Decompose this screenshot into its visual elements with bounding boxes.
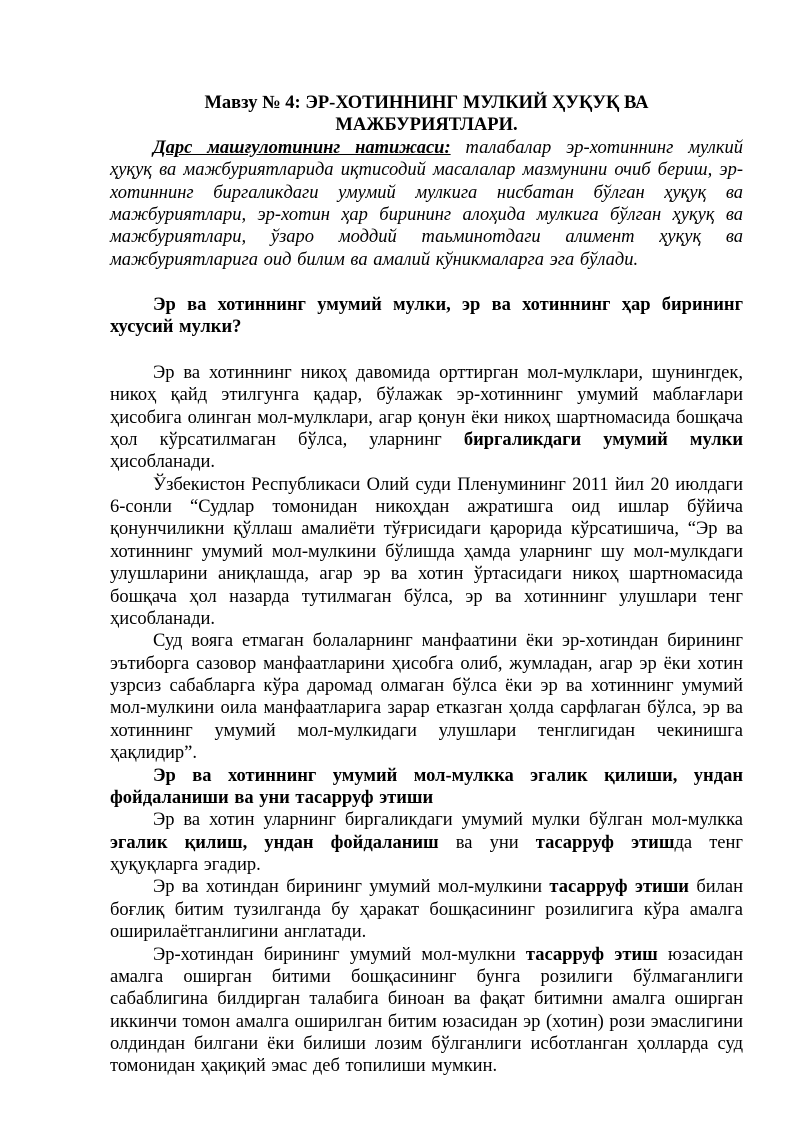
text-run: Эр ва хотин уларнинг биргаликдаги умумий мулки бўлган мол-мулкка: [153, 810, 743, 831]
text-run: Эр ва хотиннинг умумий мол-мулкка эгалик қилиши, ундан фойдаланиши ва уни тасарруф этиши: [110, 765, 743, 808]
text-run: ва уни: [438, 832, 536, 853]
body-paragraph: [110, 630, 743, 764]
body-paragraph: [110, 944, 743, 1078]
section-heading: [110, 294, 743, 339]
text-run: да тенг ҳуқуқларга эгадир.: [110, 832, 743, 875]
text-run: Эр ва хотиндан бирининг умумий мол-мулкини: [153, 877, 550, 898]
body-paragraph: [110, 809, 743, 876]
text-run: Дарс машғулотининг натижаси:: [153, 137, 451, 158]
text-run: Ўзбекистон Республикаси Олий суди Пленумининг 2011 йил 20 июлдаги 6-сонли “Судлар томонидан никоҳдан ажратишга оид ишлар бўйича қонунчиликни қўллаш амалиёти тўғрисидаги қарорида кўрсатишича, “Эр ва хотиннинг умумий мол-мулкини бўлишда ҳамда уларнинг шу мол-мулкдаги улушларини аниқлашда, агар эр ва хотин ўртасидаги никоҳ шартномасида бошқача ҳол назарда тутилмаган бўлса, эр ва хотиннинг улушлари тенг ҳисобланади.: [110, 474, 743, 629]
text-run: тасарруф этиш: [525, 944, 658, 965]
text-run: тасарруф этиши: [549, 877, 689, 898]
text-run: биргаликдаги умумий мулки: [463, 429, 743, 450]
lead-paragraph: [110, 137, 743, 271]
body-paragraph: [110, 474, 743, 631]
text-run: юзасидан амалга оширган битими бошқасининг бунга розилиги бўлмаганлиги сабаблигина билдирган талабига биноан ва фақат битимни амалга оширган иккинчи томон амалга оширилган битим юзасидан эр (хотин) рози эмаслигини олдиндан билгани ёки билиши лозим бўлганлиги исботланган ҳолларда суд томонидан ҳақиқий эмас деб топилиши мумкин.: [110, 944, 743, 1077]
document-title-line-2: МАЖБУРИЯТЛАРИ.: [335, 115, 518, 136]
text-run: Эр ва хотиннинг умумий мулки, эр ва хотиннинг ҳар бирининг хусусий мулки?: [110, 295, 743, 338]
text-run: Эр ва хотиннинг никоҳ давомида орттирган мол-мулклари, шунингдек, никоҳ қайд этилгунга қадар, бўлажак эр-хотиннинг умумий маблағлари ҳисобига олинган мол-мулклари, агар қонун ёки никоҳ шартномасида бошқача ҳол кўрсатилмаган бўлса, уларнинг: [110, 362, 743, 450]
text-run: эгалик қилиш, ундан фойдаланиш: [110, 832, 439, 853]
document-title-line-1: Мавзу № 4: ЭР-ХОТИННИНГ МУЛКИЙ ҲУҚУҚ ВА: [204, 93, 649, 113]
text-run: талабалар эр-хотиннинг мулкий ҳуқуқ ва мажбуриятларида иқтисодий масалалар мазмунини очиб бериш, эр-хотиннинг биргаликдаги умумий мулкига нисбатан бўлган ҳуқуқ ва мажбуриятлари, эр-хотин ҳар бирининг алоҳида мулкига бўлган ҳуқуқ ва мажбуриятлари, ўзаро моддий таьминотдаги алимент ҳуқуқ ва мажбуриятларига оид билим ва амалий кўникмаларга эга бўлади.: [110, 137, 743, 270]
body-paragraph: [110, 362, 743, 474]
section-heading: [110, 765, 743, 810]
body-paragraph: [110, 876, 743, 943]
text-run: Суд вояга етмаган болаларнинг манфаатини ёки эр-хотиндан бирининг эътиборга сазовор манфаатларини ҳисобга олиб, жумладан, агар эр ёки хотин узрсиз сабабларга кўра даромад олмаган бўлса ёки эр ва хотиннинг умумий мол-мулкини оила манфаатларига зарар етказган ҳолда сарфлаган бўлса, эр ва хотиннинг умумий мол-мулкидаги улушлари тенглигидан чекинишга ҳақлидир”.: [110, 631, 743, 764]
document-title: [110, 92, 743, 137]
text-run: билан боғлиқ битим тузилганда бу ҳаракат бошқасининг розилигига кўра амалга оширилаётганлигини англатади.: [110, 877, 743, 943]
text-run: ҳисобланади.: [110, 452, 216, 473]
text-run: тасарруф этиш: [535, 832, 675, 853]
document-body: [110, 137, 743, 1078]
text-run: Эр-хотиндан бирининг умумий мол-мулкни: [153, 944, 526, 965]
